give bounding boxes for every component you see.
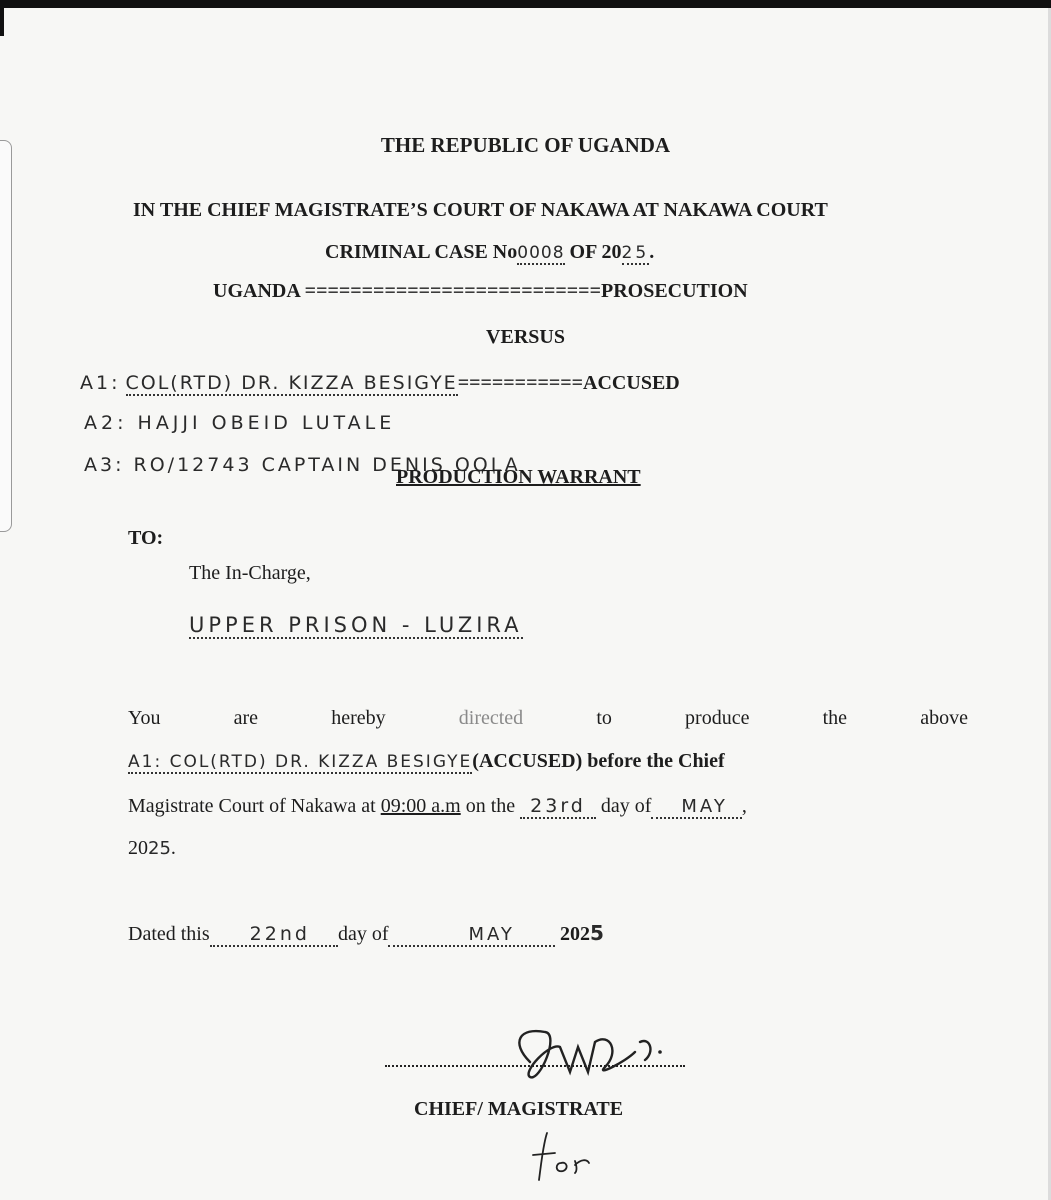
prosecution-line: UGANDA ==========================PROSECUTION [213,280,748,302]
word: hereby [331,707,386,729]
top-border [0,0,1051,8]
word: to [596,707,612,729]
accused-a1-line [80,372,680,395]
body-line-2 [128,750,725,773]
hearing-day: 23rd [520,795,596,819]
hearing-month: MAY [651,796,741,819]
comma: , [741,795,747,817]
case-of: OF 20 [569,241,622,263]
prison-name: UPPER PRISON - LUZIRA [189,613,523,637]
accused-a3-line: A3: RO/12743 CAPTAIN DENIS OOLA [84,454,521,476]
case-prefix: CRIMINAL CASE No [325,241,518,263]
dated-year-prefix: 202 [559,923,590,945]
word: produce [685,707,750,729]
court-heading: IN THE CHIEF MAGISTRATE’S COURT OF NAKAWA AT NAKAWA COURT [133,199,828,221]
accused-a2-line: A2: HAJJI OBEID LUTALE [84,412,396,434]
year-end: . [170,837,176,859]
magistrate-title: CHIEF/ MAGISTRATE [414,1098,624,1120]
magistrate-signature [500,1022,670,1092]
case-end: . [649,241,655,263]
word: the [822,707,848,729]
dated-prefix: Dated this [128,923,210,945]
court-place: Magistrate Court of Nakawa at [128,795,376,817]
word: directed [458,707,524,729]
warrant-title: PRODUCTION WARRANT [396,466,641,488]
word: are [233,707,259,729]
case-number-line [325,241,654,264]
word: You [128,707,161,729]
word: above [920,707,968,729]
body-line-4 [128,837,176,860]
accused-text: (ACCUSED) before the Chief [472,750,725,772]
year-prefix: 20 [128,837,148,859]
top-corner-mark [0,8,4,36]
case-number: 0008 [517,243,565,263]
a1-name: COL(RTD) DR. KIZZA BESIGYE [125,372,458,394]
body-line-3 [128,795,747,818]
body-line-1 [128,707,968,730]
year-hand: 25 [148,838,171,859]
in-charge-label: The In-Charge, [189,562,311,584]
day-of: day of [600,795,652,817]
signature-line [385,1065,685,1067]
republic-heading: THE REPUBLIC OF UGANDA [380,133,671,157]
accused-name-hand: A1: COL(RTD) DR. KIZZA BESIGYE [128,752,473,772]
dated-day: 22nd [210,923,338,947]
on-the: on the [465,795,516,817]
to-label: TO: [128,527,164,549]
a1-suffix: ===========ACCUSED [457,372,680,394]
dated-line [128,921,604,946]
a1-label: A1: [80,372,121,394]
dated-year-hand: 5 [589,921,604,945]
dated-month: MAY [388,924,554,947]
case-year: 25 [621,243,650,263]
hearing-time: 09:00 a.m [380,795,461,817]
dated-day-of: day of [337,923,389,945]
for-handwriting [525,1125,605,1185]
versus-label: VERSUS [486,326,565,348]
